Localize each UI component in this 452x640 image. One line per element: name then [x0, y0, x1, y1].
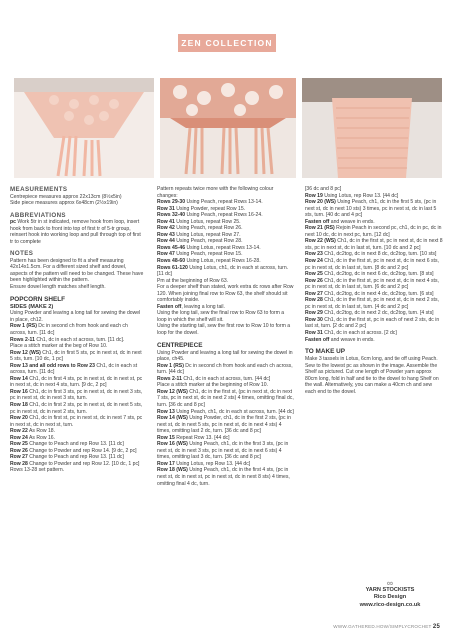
row-text: As Row 16. [27, 434, 56, 441]
to-make-up-heading: TO MAKE UP [305, 348, 346, 356]
row-text: Using Peach, repeat Row 26. [174, 225, 243, 232]
row-line [305, 199, 443, 219]
row-label: Row 13 and all odd rows to Row 23 [10, 362, 95, 369]
row-text: Change to Peach and rep Row 13. [11 dc] [27, 441, 124, 448]
abbreviations-heading: ABBREVIATIONS [10, 211, 66, 219]
row-label: Row 42 [157, 225, 175, 232]
measurements-side: Side piece measures approx 6x48cm (2½x19in) [10, 200, 118, 207]
column-1 [10, 186, 145, 474]
row-label: Row 25 [10, 441, 28, 448]
row-text: Ch1, dc in each st across, turn. [11 dc]. [34, 336, 125, 343]
row-label: Rows 48-60 [157, 258, 186, 265]
row-label: Row 25 [305, 271, 323, 278]
row-label: Fasten off [305, 218, 330, 225]
abbreviation-pc [10, 219, 145, 245]
row-label: Fasten off [157, 303, 182, 310]
photo-left-image [14, 78, 154, 178]
row-line [10, 415, 145, 428]
row-text: and weave in ends. [329, 218, 375, 225]
deeper-shelf-note: For a deeper shelf than stated, work extra dc rows after Row 120. When joining final row to Row 63, the shelf should sit comfortably inside. [157, 284, 294, 304]
stitch-count: [36 dc and 8 pc] [305, 186, 342, 192]
row-text: Ch1, dc in each st across, turn. [11 dc] [10, 362, 138, 376]
row-text: , leaving a long tail. [181, 303, 225, 310]
row-text: Ch1, dc in first 3 sts, pc in next st, dc in next 3 sts, pc in next st, dc in next 3 sts, turn. [10, 388, 143, 402]
row-text: and weave in ends. [329, 336, 375, 343]
row-label: Row 27 [305, 290, 323, 297]
marker-note: Place a stitch marker at the beginning of Row 10. [157, 382, 268, 389]
row-text: Ch1, dc in first 5 sts, pc in next st, dc in next 5 sts, turn. [10 dc, 1 pc] [10, 349, 142, 363]
row-text: Ch1, dc in the first st, pc in next st, dc in next 4 sts, pc in next st, dc in last st, turn. [6 dc and 2 pc] [305, 277, 439, 291]
row-text: Repeat Row 13. [44 dc] [174, 434, 230, 441]
centrepiece-heading: CENTREPIECE [157, 341, 203, 349]
stockist-url[interactable]: www.rico-design.co.uk [359, 601, 421, 608]
row-text: Using Lotus, rep Row 13. [44 dc] [174, 460, 251, 467]
row-label: Row 28 [305, 297, 323, 304]
row-line [157, 467, 294, 487]
row-label: Row 30 [305, 316, 323, 323]
row-text: Work 5tr in st indicated, remove hook from loop, insert hook from back to front into top of first tr of 5-tr group, reinsert hook into working loop and pull through top of first tr to complete [10, 219, 141, 245]
row-text: Ch1, dc in the first st, (pc in next st, dc in next 7 sts, pc in next st, dc in next 2 sts) 4 times, omitting final dc, turn. [36 dc and 8 pc] [157, 388, 294, 408]
row-label: Row 31 [305, 330, 323, 337]
column-3 [305, 186, 443, 395]
row-label: Rows 29-30 [157, 199, 186, 206]
footer-site[interactable]: WWW.GATHERED.HOW/SIMPLYCROCHET [333, 624, 432, 629]
photo-middle-image [160, 78, 296, 178]
sew-loop-note: Using the long tail, sew the final row to Row 63 to form a loop in which the shelf will sit. [157, 310, 285, 323]
row-text: Using Peach, ch1, dc in the first 3 sts, (pc in next st, dc in next 3 sts, pc in next st, dc in next 6 sts) 4 times, omitting last 3 dc, turn. [36 dc and 8 pc] [157, 441, 289, 461]
row-text: Ch1, dc in first st, pc in next st, dc in next 7 sts, pc in next st, dc in next st, turn. [10, 415, 143, 428]
centrepiece-intro: Using Powder and leaving a long tail for sewing the dowel in place, ch45. [157, 349, 293, 363]
row-label: Row 19 [305, 192, 323, 199]
row-text: Rejoin Peach in second pc, ch1, dc in pc, dc in next 10 dc, dc in next pc, turn. [12 dc] [305, 225, 442, 238]
row-line [305, 225, 443, 238]
notes-text: Pattern has been designed to fit a shelf measuring 42x14x1.5cm. For a different sized shelf and dowel, aspects of the pattern will need to be changed. These have been highlighted within the pattern. [10, 257, 144, 284]
row-text: Change to Powder and rep Row 12. [10 dc, 1 pc] [27, 460, 140, 467]
row-label: Row 20 [10, 415, 28, 422]
row-text: Using Peach, repeat Rows 16-24. [185, 212, 263, 219]
row-text: Using Peach, repeat Row 28. [174, 238, 243, 245]
column-2 [157, 186, 294, 487]
row-label: Row 43 [157, 231, 175, 238]
sew-dowel-note: Using the starting tail, sew the first row to Row 10 to form a loop for the dowel. [157, 323, 291, 337]
set-pattern-note: Rows 13-28 set pattern. [10, 467, 65, 474]
row-label: Fasten off [305, 336, 330, 343]
make-up-text: Make 3 tassels in Lotus, 6cm long, and tie off using Peach. Sew to the lowest pc as shown in the image. Assemble the Shelf as pictured. Cut one length of Powder yarn approx 80cm long, fold in half and tie to the dowel to hang Shelf on the wall. Alternatively, you can make a 40cm ch and sew each end to the dowel. [305, 356, 439, 395]
row-text: Ch1, dc in first 4 sts, pc in next st, dc in next st, pc in next st, dc in next 4 sts, turn. [9 dc, 2 pc] [10, 375, 143, 389]
row-text: Ch1, dc2tog, dc in next 8 dc, dc2tog, turn. [10 sts] [322, 251, 437, 258]
page-number: 25 [432, 624, 440, 630]
yarn-stockists-box [340, 580, 440, 609]
row-line [305, 238, 443, 251]
popcorn-shelf-heading: POPCORN SHELF [10, 295, 66, 303]
sides-heading: SIDES (MAKE 2) [10, 303, 54, 310]
photo-right-image [302, 78, 442, 178]
row-label: Row 31 [157, 205, 175, 212]
row-line [157, 389, 294, 409]
row-label: Row 29 [305, 310, 323, 317]
row-label: Row 20 (WS) [305, 199, 336, 206]
row-label: Row 18 [10, 401, 28, 408]
row-label: Row 14 [10, 375, 28, 382]
row-text: Using Peach, repeat Row 15. [174, 251, 243, 258]
pattern-columns [0, 186, 452, 606]
row-text: Change to Powder and rep Row 14. [9 dc, 2 pc] [27, 447, 137, 454]
row-label: Row 1 (RS) [157, 362, 184, 369]
row-line [10, 363, 145, 376]
row-label: Row 41 [157, 218, 175, 225]
notes-dowel: Ensure dowel length matches shelf length. [10, 283, 106, 290]
row-text: Ch1, dc in the first st, pc in each of next 2 sts, dc in last st, turn. [2 dc and 2 pc] [305, 316, 440, 330]
row-label: Row 21 (RS) [305, 225, 335, 232]
row-label: Rows 2-11 [10, 336, 35, 343]
row-text: Using Peach, ch1, dc in the first 4 sts, (pc in next st, dc in next st, pc in next st, dc in next 8 sts) 4 times, omitting final 4 dc, turn. [157, 467, 290, 487]
row-text: Using Lotus, repeat Row 25. [174, 218, 241, 225]
row-text: Change to Peach and rep Row 13. [11 dc] [27, 454, 124, 461]
row-label: Row 12 (WS) [10, 349, 41, 356]
row-text: Ch1, dc in the first st, pc in next st, dc in next 2 sts, pc in next st, dc in last st, turn. [4 dc and 2 pc] [305, 297, 439, 310]
row-label: Row 26 [10, 447, 28, 454]
row-label: Row 47 [157, 251, 175, 258]
row-text: Using Lotus, repeat Row 27. [174, 231, 241, 238]
row-text: Ch1, dc in each st across. [2 dc] [322, 330, 397, 337]
row-label: Row 13 [157, 408, 175, 415]
row-line [10, 323, 145, 336]
row-text: Using Peach, ch1, dc in each st across, turn. [44 dc] [174, 408, 294, 415]
row-text: Using Powder, ch1, dc in the first 2 sts, (pc in next st, dc in next 5 sts, pc in next st, dc in next 4 sts) 4 times, omitting last 2 dc, turn. [36 dc and 8 pc] [157, 415, 291, 435]
row-label: Row 1 (RS) [10, 323, 37, 330]
sides-intro: Using Powder and leaving a long tail for sewing the dowel in place, ch12. [10, 310, 141, 323]
row-line [10, 389, 145, 402]
row-line [157, 441, 294, 461]
row-line [10, 376, 145, 389]
marker-note: Pm at the beginning of Row 63. [157, 277, 229, 284]
marker-note: Place a stitch marker at the beg of Row 10. [10, 343, 108, 350]
photo-middle-tassels [160, 78, 296, 178]
measurements-heading: MEASUREMENTS [10, 186, 68, 193]
row-text: Ch1, dc in the first st, pc in next st, dc in next 6 sts, pc in next st, dc in last st, turn. [8 dc and 2 pc] [305, 258, 439, 271]
row-label: Row 18 (WS) [157, 467, 188, 474]
row-text: Dc in second ch from hook and each ch across, turn. [44 dc] [157, 362, 293, 376]
row-text: Ch1, dc2tog, dc in next 6 dc, dc2tog, turn. [8 sts] [322, 271, 434, 278]
row-text: Using Peach, repeat Rows 13-14. [185, 199, 263, 206]
row-text: Dc in second ch from hook and each ch across, turn. [11 dc] [10, 323, 128, 336]
photo-right-side-panel [302, 78, 442, 178]
row-label: Row 22 (WS) [305, 238, 336, 245]
row-line [305, 317, 443, 330]
row-line [305, 278, 443, 291]
row-line [157, 415, 294, 435]
row-label: Row 23 [305, 251, 323, 258]
row-text: Ch1, dc in the first st, pc in next st, dc in next 8 sts, pc in next st, dc in last st, turn. [10 dc and 2 pc] [305, 238, 443, 251]
row-label: Row 15 [157, 434, 175, 441]
row-label: Row 26 [305, 277, 323, 284]
stockist-name: Rico Design [373, 594, 407, 601]
row-text: Using Lotus, repeat Rows 13-14. [185, 244, 261, 251]
row-text: Ch1, dc2tog, dc in next 4 dc, dc2tog, turn. [6 sts] [322, 290, 434, 297]
row-text: Using Peach, ch1, dc in the first 5 sts, (pc in next st, dc in next 10 sts) 3 times, pc in next st, dc in last 5 sts, turn. [40 dc and 4 pc] [305, 199, 437, 219]
row-label: Rows 61-120 [157, 264, 188, 271]
row-label: Row 24 [305, 258, 323, 265]
row-label: Row 27 [10, 454, 28, 461]
page-footer [333, 624, 440, 630]
row-text: Using Lotus, ch1, dc in each st across, turn. [11 dc] [157, 264, 289, 278]
row-text: Ch1, dc in each st across, turn. [44 dc] [181, 375, 271, 382]
row-text: As Row 18. [27, 428, 56, 435]
colour-changes-intro: Pattern repeats twice more with the following colour changes: [157, 186, 274, 199]
row-label: Row 24 [10, 434, 28, 441]
row-line [305, 258, 443, 271]
row-line [157, 363, 294, 376]
row-label: Row 44 [157, 238, 175, 245]
stockists-title: YARN STOCKISTS [365, 587, 415, 594]
row-text: Using Lotus, repeat Rows 16-28. [185, 258, 261, 265]
row-text: Ch1, dc2tog, dc in next 2 dc, dc2tog, turn. [4 sts] [322, 310, 434, 317]
row-label: Row 16 (WS) [157, 441, 188, 448]
row-label: Rows 32-40 [157, 212, 186, 219]
row-line [157, 265, 294, 278]
row-label: Row 28 [10, 460, 28, 467]
row-text: Using Powder, repeat Row 15. [174, 205, 246, 212]
row-label: Rows 45-46 [157, 244, 186, 251]
row-label: Row 14 (WS) [157, 415, 188, 422]
row-label: Row 12 (WS) [157, 388, 188, 395]
notes-heading: NOTES [10, 250, 34, 258]
row-label: Row 17 [157, 460, 175, 467]
photo-strip [0, 78, 452, 178]
row-text: Using Lotus, rep Row 13. [44 dc] [322, 192, 399, 199]
row-label: Row 16 [10, 388, 28, 395]
photo-left-tassels [14, 78, 154, 178]
row-line [305, 297, 443, 310]
row-label: pc [10, 219, 16, 226]
section-banner: ZEN COLLECTION [178, 34, 276, 52]
row-text: Ch1, dc in first 2 sts, pc in next st, dc in next 5 sts, pc in next st, dc in next 2 sts, turn. [10, 401, 143, 415]
row-line [10, 402, 145, 415]
row-label: Rows 2-11 [157, 375, 182, 382]
measurements-centre: Centrepiece measures approx 22x13cm (8½x5in) [10, 193, 122, 200]
row-label: Row 22 [10, 428, 28, 435]
row-line [10, 350, 145, 363]
chain-link-icon: ∞ [386, 578, 394, 588]
